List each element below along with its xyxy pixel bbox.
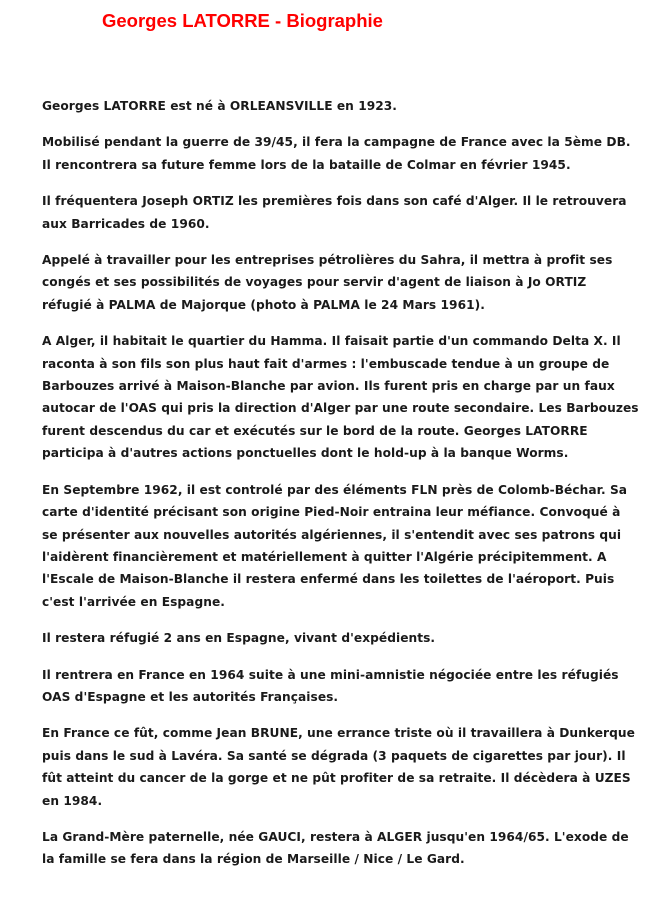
paragraph-ortiz: Il fréquentera Joseph ORTIZ les premières fois dans son café d'Alger. Il le retrouvera aux Barricades de 1960. [42, 194, 627, 231]
biography-body [42, 95, 640, 871]
paragraph-alger-delta: A Alger, il habitait le quartier du Hamma. Il faisait partie d'un commando Delta X. Il raconta à son fils son plus haut fait d'armes : l'embuscade tendue à un groupe de Barbouzes arrivé à Maison-Blanche par avion. Ils furent pris en charge par un faux autocar de l'OAS qui pris la direction d'Alger par une route secondaire. Les Barbouzes furent descendus du car et exécutés sur le bord de la route. Georges LATORRE participa à d'autres actions ponctuelles dont le hold-up à la banque Worms. [42, 334, 639, 461]
paragraph-sahara: Appelé à travailler pour les entreprises pétrolières du Sahra, il mettra à profit ses congés et ses possibilités de voyages pour servir d'agent de liaison à Jo ORTIZ réfugié à PALMA de Majorque (photo à PALMA le 24 Mars 1961). [42, 253, 613, 312]
paragraph-spain-refuge: Il restera réfugié 2 ans en Espagne, vivant d'expédients. [42, 631, 436, 646]
paragraph-birth: Georges LATORRE est né à ORLEANSVILLE en 1923. [42, 99, 397, 113]
paragraph-return-france: Il rentrera en France en 1964 suite à une mini-amnistie négociée entre les réfugiés OAS d'Espagne et les autorités Françaises. [42, 667, 619, 704]
paragraph-grandmother: La Grand-Mère paternelle, née GAUCI, restera à ALGER jusqu'en 1964/65. L'exode de la famille se fera dans la région de Marseille / Nice / Le Gard. [42, 829, 629, 867]
paragraph-france-life: En France ce fût, comme Jean BRUNE, une errance triste où il travaillera à Dunkerque puis dans le sud à Lavéra. Sa santé se dégrada (3 paquets de cigarettes par jour). Il fût atteint du cancer de la gorge et ne pût profiter de sa retraite. Il décèdera à UZES en 1984. [42, 726, 635, 808]
paragraph-mobilisation: Mobilisé pendant la guerre de 39/45, il fera la campagne de France avec la 5ème DB. Il rencontrera sa future femme lors de la bataille de Colmar en février 1945. [42, 135, 631, 172]
paragraph-september-1962: En Septembre 1962, il est controlé par des éléments FLN près de Colomb-Béchar. Sa carte d'identité précisant son origine Pied-Noir entraina leur méfiance. Convoqué à se présenter aux nouvelles autorités algériennes, il s'entendit avec ses patrons qui l'aidèrent financièrement et matériellement à quitter l'Algérie précipitemment. A l'Escale de Maison-Blanche il restera enfermé dans les toilettes de l'aéroport. Puis c'est l'arrivée en Espagne. [42, 482, 628, 609]
page-title: Georges LATORRE - Biographie [102, 10, 383, 31]
